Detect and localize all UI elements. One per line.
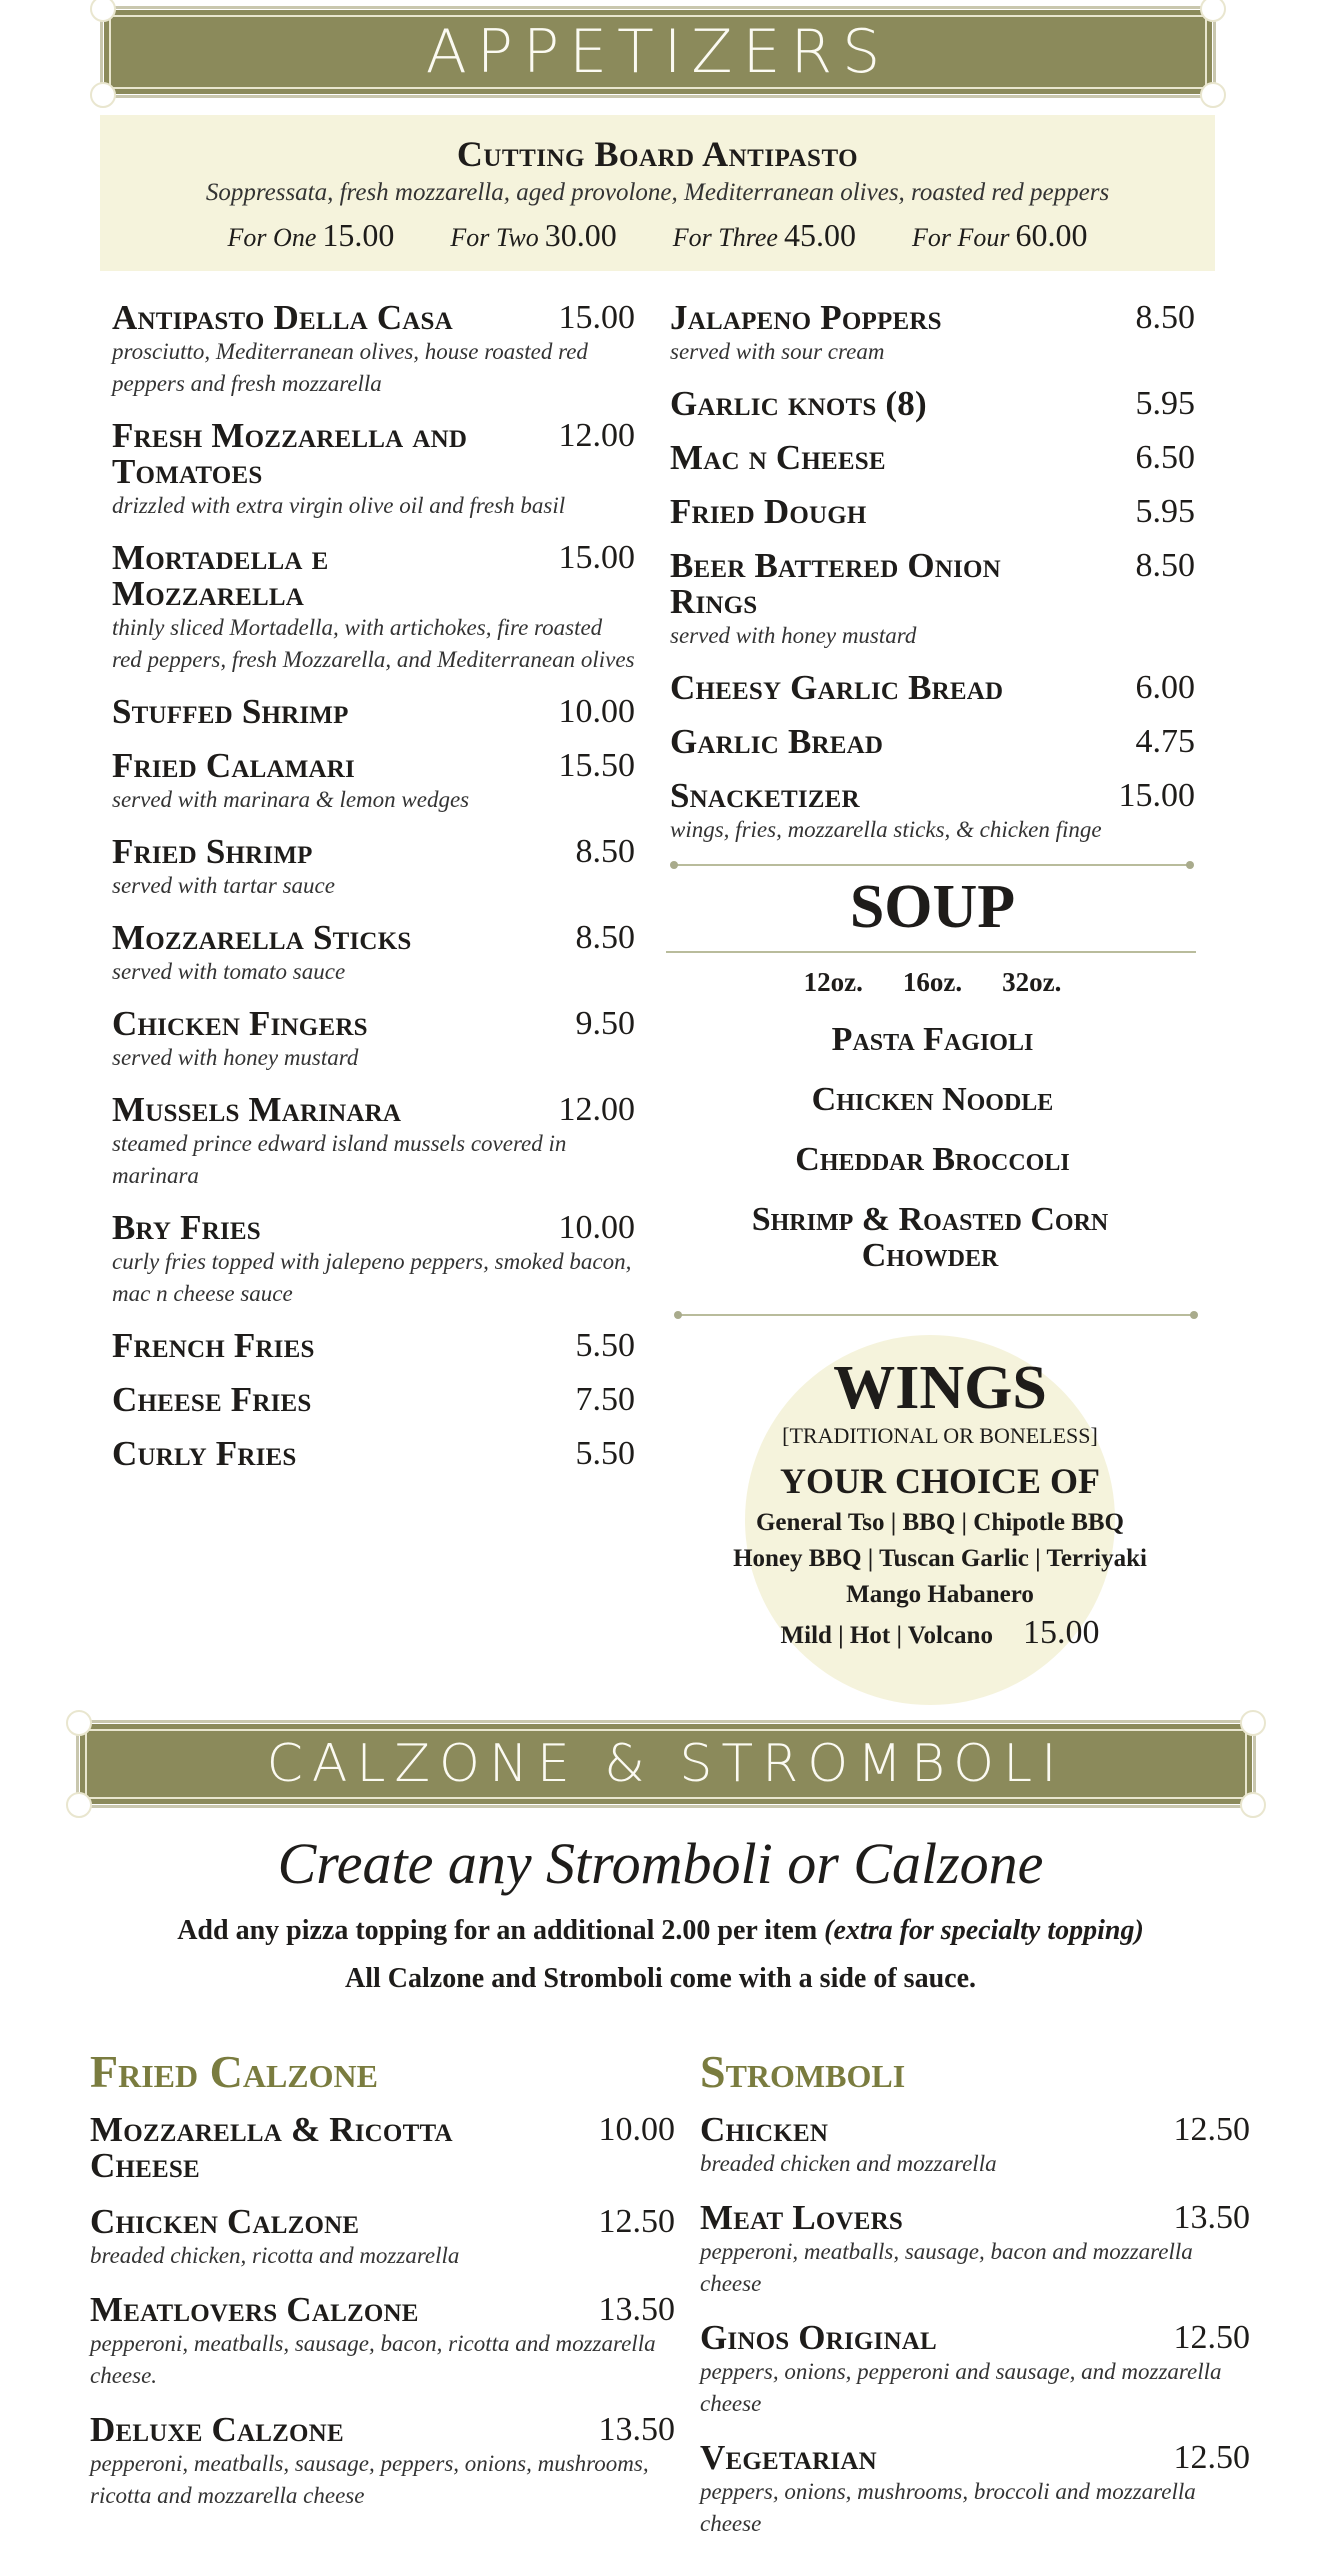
item-name: Garlic knots (8) — [670, 384, 927, 423]
stromboli-list — [700, 2112, 1250, 2540]
item-description: curly fries topped with jalepeno peppers, smoked bacon, mac n cheese sauce — [112, 1249, 632, 1306]
divider — [666, 951, 1196, 953]
item-name: Cutting Board Antipasto — [456, 134, 859, 174]
item-price: 12.50 — [1173, 2111, 1250, 2148]
appetizers-banner — [104, 10, 1212, 94]
menu-item — [112, 1382, 635, 1418]
menu-item — [112, 1006, 635, 1074]
price-option — [912, 217, 1088, 254]
antipasto-feature-box — [100, 115, 1215, 271]
menu-item-row — [112, 1006, 635, 1042]
wings-section — [660, 1355, 1220, 1656]
menu-item-row — [112, 540, 635, 612]
banner-corner-notch — [66, 1710, 92, 1736]
item-price: 12.00 — [558, 1091, 635, 1128]
menu-item — [670, 300, 1195, 368]
item-price: 15.00 — [1118, 777, 1195, 814]
item-name: Meat Lovers — [700, 2198, 904, 2237]
item-price: 13.50 — [598, 2291, 675, 2328]
item-name: Beer Battered Onion Rings — [670, 546, 1001, 621]
menu-item — [90, 2412, 675, 2512]
menu-item — [700, 2320, 1250, 2420]
item-description: thinly sliced Mortadella, with artichokes, fire roasted red peppers, fresh Mozzarella, and Mediterranean olives — [112, 615, 635, 672]
item-price: 6.50 — [1135, 439, 1195, 476]
menu-item — [112, 1436, 635, 1472]
menu-item-row — [112, 1092, 635, 1128]
item-price: 9.50 — [575, 1005, 635, 1042]
item-price: 5.50 — [575, 1327, 635, 1364]
menu-item — [90, 2204, 675, 2272]
soup-item: Shrimp & Roasted Corn Chowder — [751, 1201, 1109, 1274]
item-name: Mozzarella & Ricotta Cheese — [90, 2110, 453, 2185]
item-description: served with marinara & lemon wedges — [112, 787, 470, 812]
item-name: Garlic Bread — [670, 722, 884, 761]
menu-item-row — [112, 694, 635, 730]
calzone-stromboli-banner — [80, 1724, 1252, 1804]
menu-item-row — [112, 1328, 635, 1364]
item-description: pepperoni, meatballs, sausage, peppers, onions, mushrooms, ricotta and mozzarella cheese — [90, 2451, 649, 2508]
price-option — [450, 217, 616, 254]
item-name: Mussels Marinara — [112, 1090, 402, 1129]
menu-item — [112, 1092, 635, 1192]
menu-item-row — [112, 418, 635, 490]
soup-size: 32oz. — [1002, 967, 1062, 997]
appetizers-right-column — [670, 300, 1195, 1316]
price: 30.00 — [544, 217, 617, 253]
menu-item — [670, 724, 1195, 760]
item-name: Chicken Calzone — [90, 2202, 360, 2241]
item-price: 10.00 — [558, 693, 635, 730]
wings-heat-row — [660, 1613, 1220, 1656]
divider — [676, 1314, 1196, 1316]
calzone-sauce-note: All Calzone and Stromboli come with a side of sauce. — [344, 1963, 977, 1994]
item-price: 5.50 — [575, 1435, 635, 1472]
item-name: Jalapeno Poppers — [670, 298, 942, 337]
wings-choice-label: YOUR CHOICE OF — [779, 1461, 1100, 1501]
menu-item-row — [670, 300, 1195, 336]
item-price: 12.50 — [1173, 2439, 1250, 2476]
menu-item-row — [700, 2440, 1250, 2476]
wings-heading: WINGS — [833, 1354, 1047, 1422]
item-price: 12.50 — [1173, 2319, 1250, 2356]
menu-item-row — [670, 724, 1195, 760]
banner-corner-notch — [1200, 82, 1226, 108]
menu-item — [112, 540, 635, 676]
item-description: steamed prince edward island mussels covered in marinara — [112, 1131, 567, 1188]
menu-item-row — [112, 1382, 635, 1418]
soup-sizes — [670, 967, 1195, 998]
soup-item: Pasta Fagioli — [831, 1021, 1034, 1058]
menu-item — [670, 778, 1195, 846]
item-price: 4.75 — [1135, 723, 1195, 760]
item-description: prosciutto, Mediterranean olives, house roasted red peppers and fresh mozzarella — [112, 339, 588, 396]
price: 15.00 — [322, 217, 395, 253]
menu-item — [112, 748, 635, 816]
item-price: 15.50 — [558, 747, 635, 784]
item-name: Mortadella e Mozzarella — [112, 538, 329, 613]
menu-item — [700, 2112, 1250, 2180]
menu-item — [90, 2112, 675, 2184]
item-price: 5.95 — [1135, 385, 1195, 422]
menu-item-row — [670, 670, 1195, 706]
item-price: 15.00 — [558, 299, 635, 336]
price-label: For Four — [911, 223, 1010, 252]
menu-item — [670, 386, 1195, 422]
menu-item-row — [90, 2292, 675, 2328]
item-name: Vegetarian — [700, 2438, 877, 2477]
item-price: 12.00 — [558, 417, 635, 454]
price-label: For One — [227, 223, 317, 252]
item-description: pepperoni, meatballs, sausage, bacon and mozzarella cheese — [700, 2239, 1193, 2296]
banner-corner-notch — [1200, 0, 1226, 22]
banner-corner-notch — [1240, 1792, 1266, 1818]
menu-item-row — [90, 2204, 675, 2240]
item-price: 5.95 — [1135, 493, 1195, 530]
stromboli-heading: Stromboli — [700, 2046, 906, 2097]
price-label: For Two — [450, 223, 539, 252]
topping-note-italic: (extra for specialty topping) — [824, 1915, 1144, 1946]
item-price: 8.50 — [575, 919, 635, 956]
calzone-intro-title: Create any Stromboli or Calzone — [277, 1831, 1044, 1896]
item-description: breaded chicken and mozzarella — [700, 2151, 997, 2176]
menu-item-row — [112, 1210, 635, 1246]
menu-item-row — [112, 748, 635, 784]
item-name: Chicken — [700, 2110, 829, 2149]
item-name: Cheese Fries — [112, 1380, 312, 1419]
calzone-topping-note — [0, 1915, 1321, 1947]
wings-subtitle: [TRADITIONAL OR BONELESS] — [782, 1423, 1098, 1448]
menu-item-row — [670, 494, 1195, 530]
wings-flavors: Honey BBQ | Tuscan Garlic | Terriyaki — [733, 1545, 1147, 1572]
divider — [672, 864, 1192, 866]
item-name: Curly Fries — [112, 1434, 297, 1473]
item-name: Stuffed Shrimp — [112, 692, 349, 731]
price: 60.00 — [1015, 217, 1088, 253]
menu-item-row — [90, 2412, 675, 2448]
soup-item: Chicken Noodle — [811, 1081, 1054, 1118]
section-title: APPETIZERS — [425, 17, 891, 87]
soup-heading: SOUP — [849, 873, 1016, 941]
item-name: Mozzarella Sticks — [112, 918, 412, 957]
wings-heat-levels: Mild | Hot | Volcano — [780, 1622, 993, 1649]
menu-item-row — [112, 1436, 635, 1472]
menu-item — [112, 300, 635, 400]
menu-item — [112, 920, 635, 988]
item-price: 8.50 — [1135, 299, 1195, 336]
item-description: served with honey mustard — [670, 623, 917, 648]
fried-calzone-column — [90, 2045, 675, 2532]
item-name: Chicken Fingers — [112, 1004, 368, 1043]
item-description: Soppressata, fresh mozzarella, aged provolone, Mediterranean olives, roasted red peppers — [205, 179, 1110, 206]
menu-item-row — [112, 300, 635, 336]
price: 45.00 — [783, 217, 856, 253]
item-description: peppers, onions, mushrooms, broccoli and mozzarella cheese — [700, 2479, 1196, 2536]
price-label: For Three — [672, 223, 778, 252]
antipasto-price-options — [100, 217, 1215, 254]
item-price: 6.00 — [1135, 669, 1195, 706]
banner-corner-notch — [1240, 1710, 1266, 1736]
item-name: Deluxe Calzone — [90, 2410, 344, 2449]
item-price: 10.00 — [598, 2111, 675, 2148]
stromboli-column — [700, 2045, 1250, 2560]
appetizers-left-column — [112, 300, 635, 1490]
menu-item-row — [670, 778, 1195, 814]
menu-item-row — [670, 440, 1195, 476]
item-description: served with honey mustard — [112, 1045, 359, 1070]
menu-item — [90, 2292, 675, 2392]
item-price: 10.00 — [558, 1209, 635, 1246]
item-name: Snacketizer — [670, 776, 860, 815]
item-name: Fried Shrimp — [112, 832, 313, 871]
wings-price: 15.00 — [1022, 1614, 1100, 1651]
item-name: Fried Calamari — [112, 746, 355, 785]
menu-item — [112, 418, 635, 522]
wings-flavors: General Tso | BBQ | Chipotle BBQ — [755, 1509, 1125, 1536]
appetizer-list — [670, 300, 1195, 846]
item-name: Fresh Mozzarella and Tomatoes — [112, 416, 468, 491]
item-name: Meatlovers Calzone — [90, 2290, 419, 2329]
price-option — [673, 217, 856, 254]
banner-corner-notch — [90, 82, 116, 108]
banner-corner-notch — [66, 1792, 92, 1818]
menu-item — [112, 1210, 635, 1310]
item-description: served with sour cream — [670, 339, 885, 364]
item-price: 13.50 — [1173, 2199, 1250, 2236]
menu-item — [700, 2200, 1250, 2300]
menu-item-row — [700, 2112, 1250, 2148]
calzone-list — [90, 2112, 675, 2512]
section-title: CALZONE & STROMBOLI — [266, 1734, 1066, 1794]
item-price: 13.50 — [598, 2411, 675, 2448]
item-description: peppers, onions, pepperoni and sausage, and mozzarella cheese — [700, 2359, 1222, 2416]
menu-item-row — [90, 2112, 675, 2184]
item-description: wings, fries, mozzarella sticks, & chicken finge — [670, 817, 1102, 842]
menu-item — [112, 834, 635, 902]
item-name: Ginos Original — [700, 2318, 937, 2357]
item-price: 8.50 — [1135, 547, 1195, 584]
item-price: 12.50 — [598, 2203, 675, 2240]
item-name: Fried Dough — [670, 492, 867, 531]
menu-item-row — [700, 2320, 1250, 2356]
item-name: Mac n Cheese — [670, 438, 886, 477]
item-description: drizzled with extra virgin olive oil and fresh basil — [112, 493, 566, 518]
item-name: Bry Fries — [112, 1208, 261, 1247]
menu-item-row — [670, 548, 1195, 620]
price-option — [228, 217, 395, 254]
menu-item — [112, 1328, 635, 1364]
fried-calzone-heading: Fried Calzone — [90, 2046, 378, 2097]
item-description: pepperoni, meatballs, sausage, bacon, ricotta and mozzarella cheese. — [90, 2331, 656, 2388]
soup-size: 16oz. — [902, 967, 963, 997]
menu-item — [670, 494, 1195, 530]
item-description: breaded chicken, ricotta and mozzarella — [90, 2243, 460, 2268]
menu-item-row — [112, 920, 635, 956]
menu-item-row — [670, 386, 1195, 422]
item-description: served with tartar sauce — [112, 873, 335, 898]
menu-item — [670, 548, 1195, 652]
menu-item — [112, 694, 635, 730]
soup-size: 12oz. — [803, 967, 863, 997]
menu-item-row — [700, 2200, 1250, 2236]
item-price: 7.50 — [575, 1381, 635, 1418]
item-description: served with tomato sauce — [112, 959, 346, 984]
menu-item — [670, 440, 1195, 476]
wings-flavors: Mango Habanero — [846, 1581, 1034, 1608]
soup-item: Cheddar Broccoli — [795, 1141, 1070, 1178]
item-name: Cheesy Garlic Bread — [670, 668, 1004, 707]
menu-item — [700, 2440, 1250, 2540]
item-name: French Fries — [112, 1326, 315, 1365]
item-price: 8.50 — [575, 833, 635, 870]
menu-item-row — [112, 834, 635, 870]
item-name: Antipasto Della Casa — [112, 298, 453, 337]
item-price: 15.00 — [558, 539, 635, 576]
topping-note-text: Add any pizza topping for an additional 2.00 per item — [177, 1915, 818, 1946]
banner-corner-notch — [90, 0, 116, 22]
menu-item — [670, 670, 1195, 706]
